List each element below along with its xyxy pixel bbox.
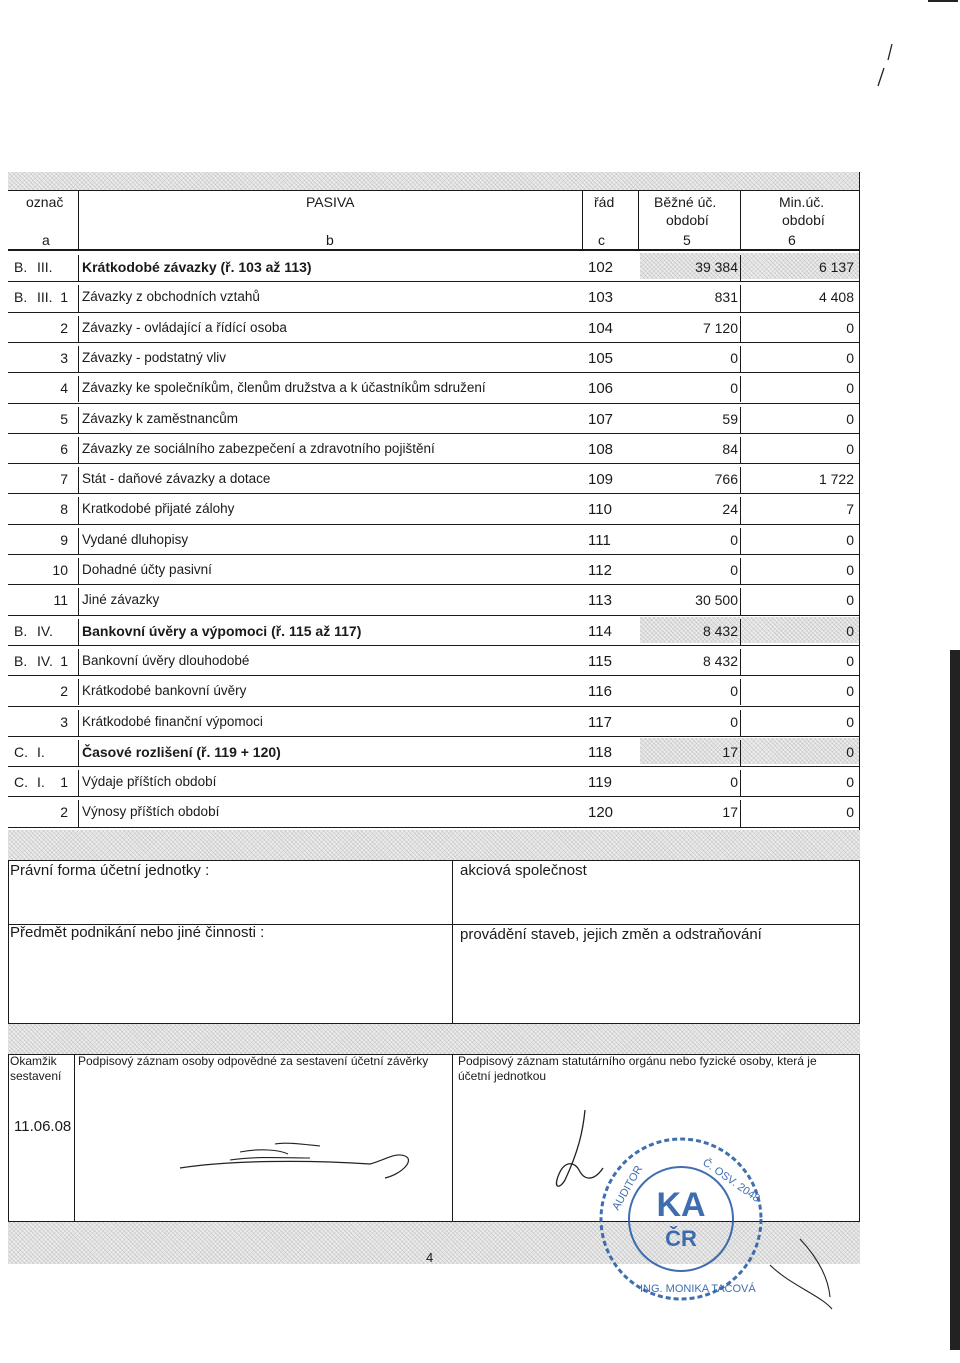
row-current-value: 7 120 [702,319,738,336]
row-number: 7 [60,471,68,488]
row-previous-value: 0 [846,562,854,578]
row-current-value: 8 432 [702,652,738,669]
row-mark-a: B. [14,259,28,275]
header-divider-6 [740,190,741,250]
row-current-value: 0 [730,562,738,578]
col-divider-label [78,710,79,736]
header-col-5-line1: Běžné úč. [654,194,717,210]
row-divider [8,827,860,828]
table-top-border [8,190,860,191]
row-label: Časové rozlišení (ř. 119 + 120) [82,743,281,760]
row-previous-value: 0 [846,349,854,366]
row-label: Bankovní úvěry a výpomoci (ř. 115 až 117) [82,622,362,639]
col-divider-prev [740,710,741,736]
col-divider-prev [740,528,741,554]
header-col-a: označ [26,194,64,210]
row-previous-value: 1 722 [818,471,854,488]
row-current-value: 0 [730,683,738,700]
col-divider-label [78,558,79,584]
svg-text:KA: KA [656,1186,706,1224]
col-divider-prev [740,619,741,645]
col-divider-label [78,467,79,493]
row-line-code: 108 [588,440,614,458]
row-mark-b: I. [37,743,45,760]
row-previous-value: 0 [846,774,854,791]
header-sub-a: a [42,232,50,248]
col-divider-prev [740,437,741,463]
scan-mark-slashes [870,40,900,90]
row-previous-value: 7 [846,501,854,518]
row-line-code: 111 [588,531,611,549]
row-number: 1 [60,289,68,306]
col-divider-label [78,497,79,523]
row-label: Jiné závazky [82,592,160,608]
row-line-code: 110 [588,501,612,519]
row-previous-value: 0 [846,592,854,609]
row-number: 2 [60,319,68,336]
row-current-value: 0 [730,349,738,366]
row-label: Závazky ze sociálního zabezpečení a zdravotního pojištění [82,440,435,456]
row-previous-value: 0 [846,743,854,760]
row-line-code: 102 [588,259,614,276]
row-previous-value: 0 [846,683,854,700]
row-number: 6 [60,440,68,457]
col-divider-label [78,528,79,554]
row-current-value: 0 [730,380,738,397]
row-previous-value: 0 [846,319,854,336]
col-divider-prev [740,346,741,372]
shaded-band-signature [8,1024,860,1054]
svg-text:Č. OSV. 2048: Č. OSV. 2048 [700,1156,762,1205]
header-divider-b [78,190,79,250]
col-divider-prev [740,316,741,342]
row-mark-b: III. [37,259,53,275]
row-label: Stát - daňové závazky a dotace [82,471,271,487]
row-mark-a: C. [14,774,28,791]
row-label: Výdaje příštích období [82,774,217,790]
row-line-code: 117 [588,713,612,731]
col-divider-label [78,316,79,342]
row-label: Závazky z obchodních vztahů [82,289,260,305]
row-current-value: 24 [722,501,738,518]
row-previous-value: 0 [846,380,854,397]
row-current-value: 0 [730,713,738,730]
row-current-value: 84 [722,440,738,457]
col-divider-label [78,437,79,463]
row-mark-a: B. [14,622,28,639]
row-label: Krátkodobé závazky (ř. 103 až 113) [82,259,312,275]
row-current-value: 8 432 [702,622,738,639]
row-mark-a: C. [14,743,28,760]
legal-form-value: akciová společnost [460,862,587,879]
col-divider-label [78,800,79,826]
header-sub-b: b [326,232,334,248]
header-divider-c [582,190,583,250]
row-label: Závazky ke společníkům, členům družstva a k účastníkům sdružení [82,380,486,396]
header-col-c: řád [594,194,615,210]
row-previous-value: 0 [846,410,854,427]
stamp-flourish [760,1235,840,1315]
row-previous-value: 0 [846,713,854,730]
row-label: Závazky - ovládající a řídící osoba [82,319,287,335]
row-line-code: 109 [588,471,614,489]
row-line-code: 107 [588,410,614,428]
auditor-stamp-seal [592,1134,770,1304]
row-number: 8 [60,501,68,518]
row-line-code: 106 [588,380,614,398]
row-mark-b: IV. [37,622,53,639]
row-line-code: 104 [588,319,614,337]
row-number: 4 [60,380,68,397]
row-current-value: 30 500 [695,592,738,609]
scan-edge-right [950,650,960,1350]
header-sub-6: 6 [788,232,796,248]
row-number: 2 [60,804,68,821]
row-label: Závazky k zaměstnancům [82,410,239,426]
col-divider-prev [740,679,741,705]
row-label: Krátkodobé bankovní úvěry [82,683,247,699]
col-divider-prev [740,285,741,311]
page-number: 4 [426,1250,434,1265]
signature-divider-2 [452,1054,453,1222]
row-line-code: 113 [588,592,612,610]
col-divider-label [78,740,79,766]
row-label: Závazky - podstatný vliv [82,349,227,365]
row-current-value: 17 [722,743,738,760]
svg-text:ING. MONIKA TACOVÁ: ING. MONIKA TACOVÁ [640,1283,756,1295]
shaded-band-top [8,172,860,190]
col-divider-label [78,679,79,705]
row-previous-value: 0 [846,531,854,548]
header-sub-5: 5 [683,232,691,248]
row-current-value: 59 [722,410,738,427]
row-line-code: 112 [588,562,612,579]
preparer-signature [170,1130,450,1210]
shaded-band-middle [8,830,860,860]
row-number: 5 [60,410,68,427]
business-label: Předmět podnikání nebo jiné činnosti : [10,924,265,941]
row-previous-value: 6 137 [818,259,854,275]
row-label: Kratkodobé přijaté zálohy [82,501,235,517]
auditor-stamp [592,1134,770,1304]
col-divider-prev [740,497,741,523]
row-number: 11 [53,592,68,609]
row-previous-value: 0 [846,440,854,457]
header-col-6-line1: Min.úč. [779,194,825,210]
col-divider-prev [740,407,741,433]
header-col-b: PASIVA [306,194,355,210]
row-line-code: 119 [588,774,612,792]
col-divider-label [78,285,79,311]
row-number: 1 [60,652,68,669]
row-line-code: 116 [588,683,612,701]
col-divider-label [78,649,79,675]
row-line-code: 105 [588,349,614,367]
row-mark-a: B. [14,289,28,306]
header-col-5-line2: období [666,212,709,228]
row-current-value: 0 [730,774,738,791]
col-divider-label [78,376,79,402]
row-label: Dohadné účty pasivní [82,562,212,577]
signature-divider-1 [74,1054,75,1222]
col-divider-label [78,588,79,614]
moment-label: Okamžik sestavení [10,1054,62,1083]
row-previous-value: 4 408 [818,289,854,306]
row-current-value: 0 [730,531,738,548]
moment-value: 11.06.08 [14,1118,72,1135]
col-divider-prev [740,588,741,614]
row-number: 9 [60,531,68,548]
col-divider-prev [740,467,741,493]
col-divider-label [78,346,79,372]
preparer-label: Podpisový záznam osoby odpovědné za sestavení účetní závěrky [78,1054,429,1068]
col-divider-label [78,255,79,281]
row-label: Krátkodobé finanční výpomoci [82,713,263,729]
row-number: 3 [60,713,68,730]
scan-mark-top [928,0,958,2]
header-col-6-line2: období [782,212,825,228]
row-current-value: 766 [714,471,738,488]
col-divider-prev [740,376,741,402]
col-divider-prev [740,255,741,281]
row-mark-a: B. [14,652,28,669]
col-divider-prev [740,770,741,796]
row-current-value: 831 [714,289,738,306]
row-previous-value: 0 [846,804,854,821]
row-line-code: 103 [588,289,614,307]
legal-form-divider [452,860,453,925]
row-line-code: 118 [588,743,612,761]
row-number: 10 [52,562,68,578]
col-divider-label [78,770,79,796]
row-line-code: 120 [588,804,614,822]
business-value: provádění staveb, jejich změn a odstraňování [460,926,762,943]
col-divider-prev [740,649,741,675]
business-divider [452,924,453,1024]
legal-form-label: Právní forma účetní jednotky : [10,862,210,879]
row-mark-b: III. [37,289,53,306]
row-mark-b: I. [37,774,45,791]
row-number: 3 [60,349,68,366]
svg-text:ČR: ČR [665,1226,697,1251]
statutory-label: Podpisový záznam statutárního orgánu nebo fyzické osoby, která je účetní jednotkou [458,1054,817,1083]
row-mark-b: IV. [37,652,53,669]
col-divider-prev [740,800,741,826]
row-previous-value: 0 [846,652,854,669]
row-number: 2 [60,683,68,700]
row-label: Výnosy příštích období [82,804,220,820]
row-label: Vydané dluhopisy [82,531,189,547]
row-line-code: 114 [588,622,612,640]
col-divider-label [78,407,79,433]
header-divider-5 [638,190,639,250]
col-divider-label [78,619,79,645]
row-line-code: 115 [588,652,612,670]
row-current-value: 17 [722,804,738,821]
svg-text:AUDITOR: AUDITOR [610,1163,646,1213]
row-number: 1 [60,774,68,791]
row-label: Bankovní úvěry dlouhodobé [82,652,250,668]
row-current-value: 39 384 [695,259,738,275]
row-previous-value: 0 [846,622,854,639]
col-divider-prev [740,740,741,766]
col-divider-prev [740,558,741,584]
header-sub-c: c [598,232,605,248]
